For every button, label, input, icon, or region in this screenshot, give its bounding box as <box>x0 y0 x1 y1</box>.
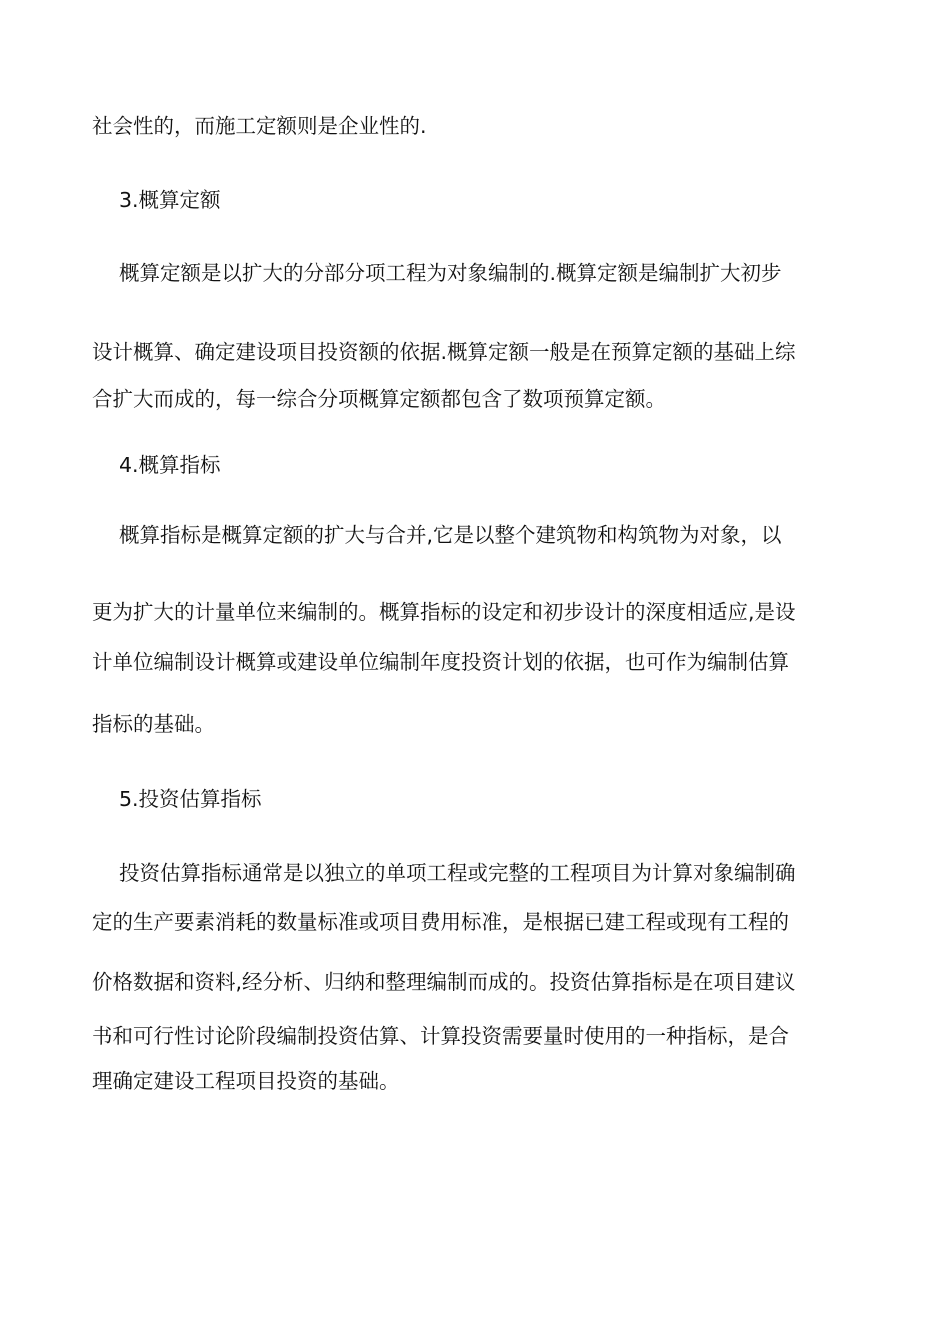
paragraph-line: 更为扩大的计量单位来编制的。概算指标的设定和初步设计的深度相适应,是设 <box>92 600 796 624</box>
paragraph-line: 定的生产要素消耗的数量标准或项目费用标准，是根据已建工程或现有工程的 <box>92 910 789 934</box>
paragraph-line: 设计概算、确定建设项目投资额的依据.概算定额一般是在预算定额的基础上综 <box>92 340 796 364</box>
paragraph-line: 概算指标是概算定额的扩大与合并,它是以整个建筑物和构筑物为对象，以 <box>119 523 782 547</box>
paragraph-line: 社会性的，而施工定额则是企业性的. <box>92 114 427 138</box>
paragraph-line: 概算定额是以扩大的分部分项工程为对象编制的.概算定额是编制扩大初步 <box>119 261 782 285</box>
section-heading-5: 5.投资估算指标 <box>119 787 262 811</box>
paragraph-line: 投资估算指标通常是以独立的单项工程或完整的工程项目为计算对象编制确 <box>119 861 796 885</box>
paragraph-line: 理确定建设工程项目投资的基础。 <box>92 1069 400 1093</box>
paragraph-line: 指标的基础。 <box>92 712 215 736</box>
section-heading-4: 4.概算指标 <box>119 453 221 477</box>
paragraph-line: 书和可行性讨论阶段编制投资估算、计算投资需要量时使用的一种指标，是合 <box>92 1024 789 1048</box>
paragraph-line: 计单位编制设计概算或建设单位编制年度投资计划的依据，也可作为编制估算 <box>92 650 789 674</box>
section-heading-3: 3.概算定额 <box>119 188 221 212</box>
paragraph-line: 合扩大而成的，每一综合分项概算定额都包含了数项预算定额。 <box>92 387 666 411</box>
paragraph-line: 价格数据和资料,经分析、归纳和整理编制而成的。投资估算指标是在项目建议 <box>92 970 796 994</box>
